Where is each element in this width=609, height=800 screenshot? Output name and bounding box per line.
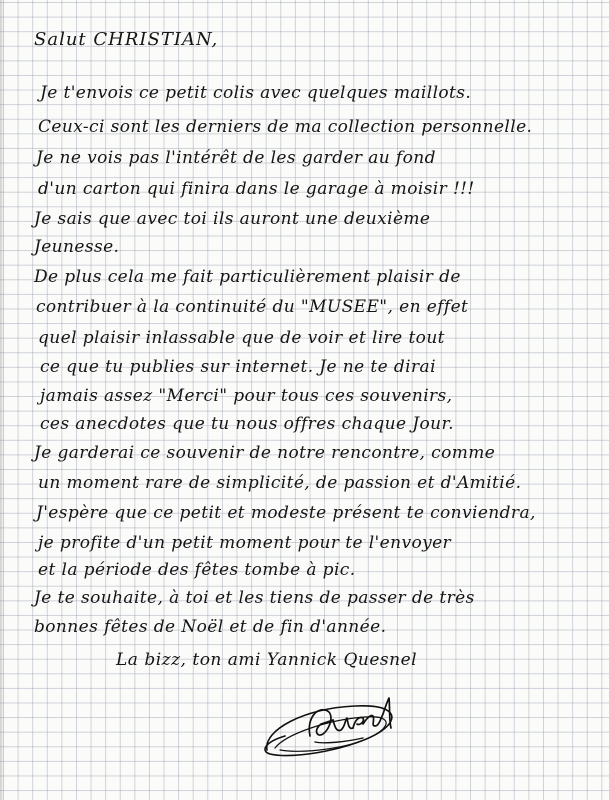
letter-line: Je garderai ce souvenir de notre rencontre, comme (34, 443, 496, 463)
letter-line: Je te souhaite, à toi et les tiens de passer de très (34, 588, 475, 608)
paper-edge-shadow (0, 0, 4, 800)
letter-line: contribuer à la continuité du "MUSEE", en effet (36, 297, 469, 317)
letter-line: Jeunesse. (34, 237, 120, 257)
letter-line: ces anecdotes que tu nous offres chaque Jour. (40, 414, 454, 434)
letter-line: jamais assez "Merci" pour tous ces souvenirs, (40, 386, 453, 406)
letter-line: bonnes fêtes de Noël et de fin d'année. (34, 617, 387, 637)
letter-line: Je t'envois ce petit colis avec quelques maillots. (40, 83, 472, 103)
letter-line: ce que tu publies sur internet. Je ne te dirai (40, 357, 436, 377)
letter-line: Je ne vois pas l'intérêt de les garder au fond (36, 148, 436, 168)
letter-line: d'un carton qui finira dans le garage à moisir !!! (38, 179, 475, 199)
letter-greeting: Salut CHRISTIAN, (34, 29, 219, 50)
letter-line: je profite d'un petit moment pour te l'envoyer (38, 533, 452, 553)
letter-line: un moment rare de simplicité, de passion et d'Amitié. (38, 473, 522, 493)
letter-line: Ceux-ci sont les derniers de ma collection personnelle. (38, 117, 533, 137)
letter-line: De plus cela me fait particulièrement plaisir de (34, 267, 461, 287)
letter-line: quel plaisir inlassable que de voir et lire tout (38, 328, 445, 348)
letter-closing: La bizz, ton ami Yannick Quesnel (116, 650, 418, 670)
letter-line: et la période des fêtes tombe à pic. (38, 560, 356, 580)
handwritten-signature (255, 690, 405, 765)
letter-line: Je sais que avec toi ils auront une deuxième (34, 209, 431, 229)
letter-line: J'espère que ce petit et modeste présent te conviendra, (36, 503, 536, 523)
